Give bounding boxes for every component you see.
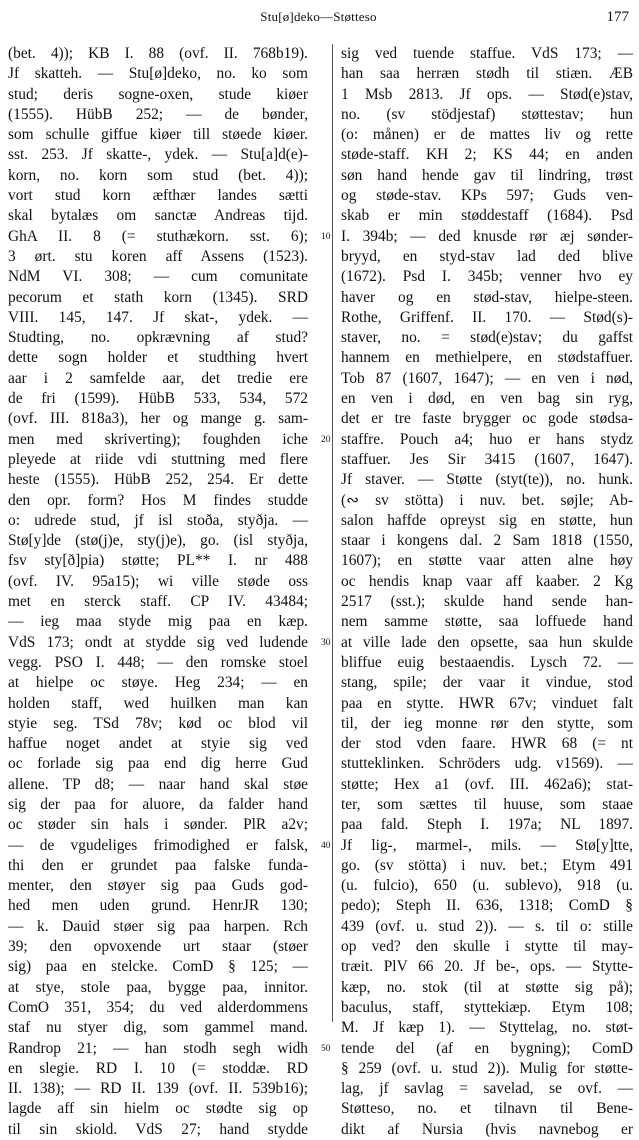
text-line: oc forlade sig paa end dig herre Gud xyxy=(8,755,308,773)
text-line: til, der ieg monne rør den stytte, som xyxy=(341,714,633,732)
text-line: GhA II. 8 (= stuthækorn. sst. 6); xyxy=(8,227,308,245)
text-line: thi den er grundet paa falske funda- xyxy=(8,856,308,874)
text-line: — ieg maa styde mig paa en kæp. xyxy=(8,613,308,631)
text-line: 39; den opvoxende urt staar (støer xyxy=(8,938,308,956)
text-line: staf nu styer dig, som gammel mand. xyxy=(8,1019,308,1037)
text-line: menter, den støyer sig paa Guds god- xyxy=(8,877,308,895)
text-line: heste (1555). HübB 252, 254. Er dette xyxy=(8,471,308,489)
text-line: § 259 (ovf. u. stud 2)). Mulig for støtte- xyxy=(341,1059,633,1077)
text-line: søn hand hende gav til lindring, trøst xyxy=(341,166,633,184)
text-line: VdS 173; ondt at stydde sig ved ludende xyxy=(8,633,308,651)
text-line: haver og en stød-stav, hielpe-steen. xyxy=(341,288,633,306)
text-line: 2517 (sst.); skulde hand sende han- xyxy=(341,593,633,611)
text-line: stutteklinken. Schröders udg. v1569). — xyxy=(341,755,633,773)
text-line: (∾ sv stötta) i nuv. bet. søjle; Ab- xyxy=(341,491,633,509)
text-line: aar i 2 samfelde aar, det tredie ere xyxy=(8,369,308,387)
text-line: paa en stytte. HWR 67v; vinduet falt xyxy=(341,694,633,712)
text-line: 1607); en støtte vaar atten alne høy xyxy=(341,552,633,570)
text-line: baculus, staff, styttekiæp. Etym 108; xyxy=(341,998,633,1016)
text-line: lag, jf savlag = savelad, se ovf. — xyxy=(341,1080,633,1098)
text-line: sig ved tuende staffue. VdS 173; — xyxy=(341,45,633,62)
text-line: stud; deris sogne-oxen, stude kiøer xyxy=(8,85,308,103)
text-line: oc hendis knap vaar aff kaaber. 2 Kg xyxy=(341,572,633,590)
text-line: VIII. 145, 147. Jf skat-, ydek. — xyxy=(8,308,308,326)
text-line: at ville lade den opsette, saa hun skulde xyxy=(341,633,633,651)
text-line: — de vgudeliges frimodighed er falsk, xyxy=(8,836,308,854)
text-line: 1 Msb 2813. Jf ops. — Stød(e)stav, xyxy=(341,85,633,103)
left-column xyxy=(8,44,308,1140)
text-line: op ved? den skulle i stytte til may- xyxy=(341,938,633,956)
text-line: den opr. form? Hos M findes studde xyxy=(8,491,308,509)
text-line: pedo); Steph II. 636, 1318; ComD § xyxy=(341,897,633,915)
text-line: lagde aff sin hielm oc stødte sig op xyxy=(8,1100,308,1118)
text-line: skal bytalæs om sanctæ Andreas tijd. xyxy=(8,207,308,225)
text-line: oc støder sin hals i sønder. PlR a2v; xyxy=(8,816,308,834)
text-line: hed men uden grund. HenrJR 130; xyxy=(8,897,308,915)
text-line: (o: månen) er de mattes liv og rette xyxy=(341,126,633,144)
text-line: no. (sv stödjestaf) støttestav; hun xyxy=(341,105,633,123)
text-line: skab er min støddestaff (1684). Psd xyxy=(341,207,633,225)
text-line: Stø[y]de (stø(j)e, sty(j)e), go. (isl styðja, xyxy=(8,532,308,550)
text-line: go. (sv stötta) i nuv. bet.; Etym 491 xyxy=(341,856,633,874)
text-line: sst. 253. Jf skatte-, ydek. — Stu[a]d(e)- xyxy=(8,146,308,164)
text-line: dikt af Nursia (hvis navnebog er xyxy=(341,1120,633,1138)
text-line: pecorum et stath korn (1345). SRD xyxy=(8,288,308,306)
text-line: fsv sty[ð]pia) støtte; PL** I. nr 488 xyxy=(8,552,308,570)
text-line: o: udrede stud, jf isl stoða, styðja. — xyxy=(8,511,308,529)
text-line: (ovf. IV. 95a15); wi ville støde oss xyxy=(8,572,308,590)
line-number: 40 xyxy=(321,840,331,851)
text-line: I. 394b; — ded knusde rør æj sønder- xyxy=(341,227,633,245)
text-line: kæp, no. stok (til at støtte sig på); xyxy=(341,978,633,996)
text-line: Rothe, Griffenf. II. 170. — Stød(s)- xyxy=(341,308,633,326)
text-line: træit. PlV 66 20. Jf be-, ops. — Stytte- xyxy=(341,958,633,976)
text-line: pleyede at riide vdi stuttning med flere xyxy=(8,450,308,468)
text-line: styie seg. TSd 78v; kød oc blod vil xyxy=(8,714,308,732)
text-line: støde-staff. KH 2; KS 44; en anden xyxy=(341,146,633,164)
text-line: dette sogn holder et studthing hvert xyxy=(8,349,308,367)
line-number: 30 xyxy=(321,637,331,648)
text-line: ComO 351, 354; du ved alderdommens xyxy=(8,998,308,1016)
text-line: bryyd, en styd-stav lad ded blive xyxy=(341,247,633,265)
running-head: Stu[ø]deko—Støtteso xyxy=(260,9,377,24)
text-line: Randrop 21; — han stodh segh widh xyxy=(8,1039,308,1057)
text-line: Tob 87 (1607, 1647); — en ven i nød, xyxy=(341,369,633,387)
text-line: det er tre faste brygger oc gode stødsa- xyxy=(341,410,633,428)
text-line: korn, no. korn som stud (bet. 4)); xyxy=(8,166,308,184)
text-line: vegg. PSO I. 448; — den romske stoel xyxy=(8,653,308,671)
text-line: men med skriverting); foughden iche xyxy=(8,430,308,448)
text-line: (u. fulcio), 650 (u. sublevo), 918 (u. xyxy=(341,877,633,895)
text-line: staver, no. = stød(e)stav; du gaffst xyxy=(341,329,633,347)
text-line: ter, som sættes til huuse, som staae xyxy=(341,795,633,813)
text-line: støtte; Hex a1 (ovf. III. 462a6); stat- xyxy=(341,775,633,793)
text-line: sig der paa for aluore, da falder hand xyxy=(8,795,308,813)
text-line: allene. TP d8; — naar hand skal støe xyxy=(8,775,308,793)
text-line: staar i kongens dal. 2 Sam 1818 (1550, xyxy=(341,532,633,550)
text-line: (1555). HübB 252; — de bønder, xyxy=(8,105,308,123)
text-line: Jf staver. — Støtte (styt(te)), no. hunk. xyxy=(341,471,633,489)
text-line: staffuer. Jes Sir 3415 (1607, 1647). xyxy=(341,450,633,468)
text-line: paa fald. Steph I. 197a; NL 1897. xyxy=(341,816,633,834)
text-line: vort stud korn æfthær landes sætti xyxy=(8,187,308,205)
text-line: Støtteso, no. et tilnavn til Bene- xyxy=(341,1100,633,1118)
text-line: sig) paa en stelcke. ComD § 125; — xyxy=(8,958,308,976)
text-line: bliffue euig bestaaendis. Lysch 72. — xyxy=(341,653,633,671)
text-line: 439 (ovf. u. stud 2)). — s. til o: stille xyxy=(341,917,633,935)
text-line: 3 ørt. stu koren aff Assens (1523). xyxy=(8,247,308,265)
right-column xyxy=(341,44,633,1140)
text-line: tende del (af en bygning); ComD xyxy=(341,1039,633,1057)
text-line: til sin skiold. VdS 27; hand stydde xyxy=(8,1120,308,1138)
text-line: met en sterck staff. CP IV. 43484; xyxy=(8,593,308,611)
text-line: staffre. Pouch a4; huo er hans stydz xyxy=(341,430,633,448)
text-line: II. 138); — RD II. 139 (ovf. II. 539b16); xyxy=(8,1080,308,1098)
column-divider xyxy=(332,44,333,1022)
line-number: 50 xyxy=(321,1043,331,1054)
text-line: — k. Dauid støer sig paa harpen. Rch xyxy=(8,917,308,935)
text-line: der stod vden faare. HWR 68 (= nt xyxy=(341,735,633,753)
text-line: som schulle giffue kiøer till støede kiøer. xyxy=(8,126,308,144)
text-line: nem samme støtte, saa loffuede hand xyxy=(341,613,633,631)
text-line: Studting, no. opkrævning af stud? xyxy=(8,329,308,347)
page-header xyxy=(8,9,629,31)
text-line: M. Jf kæp 1). — Styttelag, no. støt- xyxy=(341,1019,633,1037)
text-line: de fri (1599). HübB 533, 534, 572 xyxy=(8,390,308,408)
text-line: Jf lig-, marmel-, mils. — Stø[y]tte, xyxy=(341,836,633,854)
text-line: holden staff, wed huilken man kan xyxy=(8,694,308,712)
text-line: haffue noget andet at styie sig ved xyxy=(8,735,308,753)
line-number: 10 xyxy=(321,231,331,242)
text-line: en ven i død, en ven bag sin ryg, xyxy=(341,390,633,408)
text-line: en slegie. RD I. 10 (= stoddæ. RD xyxy=(8,1059,308,1077)
page-number: 177 xyxy=(606,9,629,25)
text-line: NdM VI. 308; — cum comunitate xyxy=(8,268,308,286)
text-line: (bet. 4)); KB I. 88 (ovf. II. 768b19). xyxy=(8,45,308,62)
text-line: og støde-stav. KPs 597; Guds ven- xyxy=(341,187,633,205)
text-line: (1672). Psd I. 345b; venner hvo ey xyxy=(341,268,633,286)
text-line: Jf skatteh. — Stu[ø]deko, no. ko som xyxy=(8,65,308,83)
line-number: 20 xyxy=(321,434,331,445)
text-line: (ovf. III. 818a3), her og mange g. sam- xyxy=(8,410,308,428)
text-line: at stye, stole paa, bygge paa, innitor. xyxy=(8,978,308,996)
text-line: stang, spile; der vaar it vindue, stod xyxy=(341,674,633,692)
text-line: salon haffde opreyst sig en støtte, hun xyxy=(341,511,633,529)
text-line: at hielpe oc støye. Heg 234; — en xyxy=(8,674,308,692)
text-line: han saa herræn stødh til stiæn. ÆB xyxy=(341,65,633,83)
text-line: hannem en methielpere, en stødstaffuer. xyxy=(341,349,633,367)
